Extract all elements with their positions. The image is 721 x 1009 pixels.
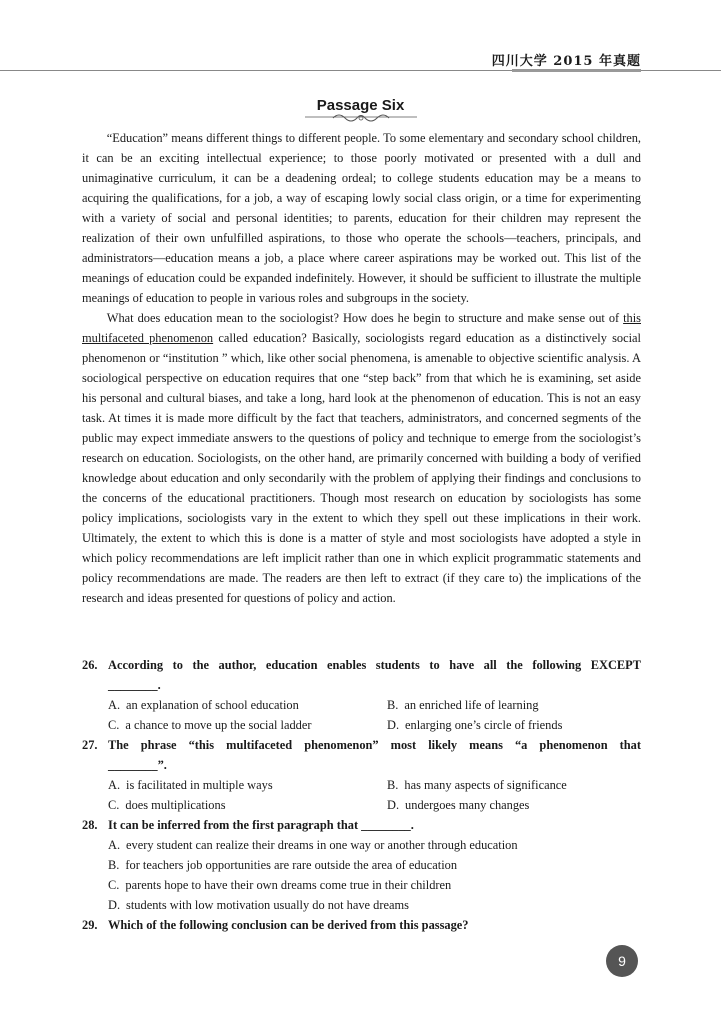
paragraph-2-start: What does education mean to the sociologist? How does he begin to structure and make sense out of xyxy=(106,311,624,325)
option-c[interactable]: C. parents hope to have their own dreams come true in their children xyxy=(108,878,452,892)
option-d[interactable]: D. enlarging one’s circle of friends xyxy=(387,718,563,732)
question-stem: Which of the following conclusion can be derived from this passage? xyxy=(108,918,469,932)
underlined-phrase: this multifaceted phenomenon xyxy=(82,311,641,345)
paragraph-2 xyxy=(82,308,641,608)
page-header-title: 四川大学 2015 年真题 xyxy=(491,54,641,69)
question-number: 29. xyxy=(82,918,98,932)
option-a[interactable]: A. every student can realize their dreams in one way or another through education xyxy=(108,838,518,852)
option-d[interactable]: D. students with low motivation usually do not have dreams xyxy=(108,898,409,912)
question-number: 28. xyxy=(82,818,98,832)
ornament-divider-icon xyxy=(305,112,417,124)
paragraph-1: “Education” means different things to different people. To some elementary and secondary school children, it can be an exciting intellectual experience; to those poorly motivated or presented with a dull and unimaginative curriculum, it can be a deadening ordeal; to college students education may be a means to acquiring the qualifications, for a job, a way of escaping lowly social class origin, or a time for experimenting with a variety of social and personal identities; to parents, education for their children may represent the realization of their own unfulfilled aspirations, to those who operate the schools—teachers, principals, and administrators—education means a job, a place where career aspirations may be worked out. This list of the meanings of education could be expanded indefinitely. However, it should be sufficient to illustrate the multiple meanings of education to people in various roles and subgroups in the society. xyxy=(82,131,641,305)
question-number: 27. xyxy=(82,738,98,752)
option-c[interactable]: C. does multiplications xyxy=(108,798,226,812)
question-number: 26. xyxy=(82,658,98,672)
header-accent-bar xyxy=(512,69,641,72)
question-stem: According to the author, education enables students to have all the following EXCEPT xyxy=(108,658,641,672)
option-b[interactable]: B. an enriched life of learning xyxy=(387,698,539,712)
question-26 xyxy=(82,655,641,735)
option-b[interactable]: B. has many aspects of significance xyxy=(387,778,567,792)
question-29 xyxy=(82,915,641,935)
question-27 xyxy=(82,735,641,815)
question-stem: It can be inferred from the first paragraph that ________. xyxy=(108,818,414,832)
option-a[interactable]: A. is facilitated in multiple ways xyxy=(108,778,273,792)
option-c[interactable]: C. a chance to move up the social ladder xyxy=(108,718,312,732)
passage-body xyxy=(82,128,641,608)
question-28 xyxy=(82,815,641,915)
options xyxy=(82,775,641,815)
options xyxy=(82,695,641,735)
option-d[interactable]: D. undergoes many changes xyxy=(387,798,530,812)
page-number-badge: 9 xyxy=(606,945,638,977)
options xyxy=(82,835,641,915)
questions-section xyxy=(82,655,641,935)
option-b[interactable]: B. for teachers job opportunities are rare outside the area of education xyxy=(108,858,458,872)
passage-title: Passage Six xyxy=(316,97,405,114)
option-a[interactable]: A. an explanation of school education xyxy=(108,698,299,712)
question-blank: ________”. xyxy=(108,758,167,772)
question-stem: The phrase “this multifaceted phenomenon” most likely means “a phenomenon that xyxy=(108,738,641,752)
paragraph-2-rest: called education? Basically, sociologists regard education as a distinctively social phenomenon or “institution ” which, like other social phenomena, is amenable to objective scientific analysis. A sociological perspective on education requires that one “step back” from that which he is examining, set aside his personal and cultural biases, and take a long, hard look at the phenomenon of education. This is not an easy task. At times it is made more difficult by the fact that teachers, administrators, and concerned segments of the public may expect immediate answers to the questions of policy and technique to emerge from the sociologist’s research on education. Sociologists, on the other hand, are primarily concerned with building a body of verified knowledge about education and only secondarily with the problem of applying their findings and conclusions to the concerns of the educational practitioners. Though most research on education by sociologists has some policy implications, sociologists vary in the extent to which they spell out these implications in their work. Ultimately, the extent to which this is done is a matter of style and most sociologists have adopted a style in which policy recommendations are left implicit rather than one in which explicit programmatic statements and policy recommendations are made. The readers are then left to extract (if they care to) the implications of the research and ideas presented for questions of policy and action. xyxy=(82,331,641,605)
question-blank: ________. xyxy=(108,678,161,692)
